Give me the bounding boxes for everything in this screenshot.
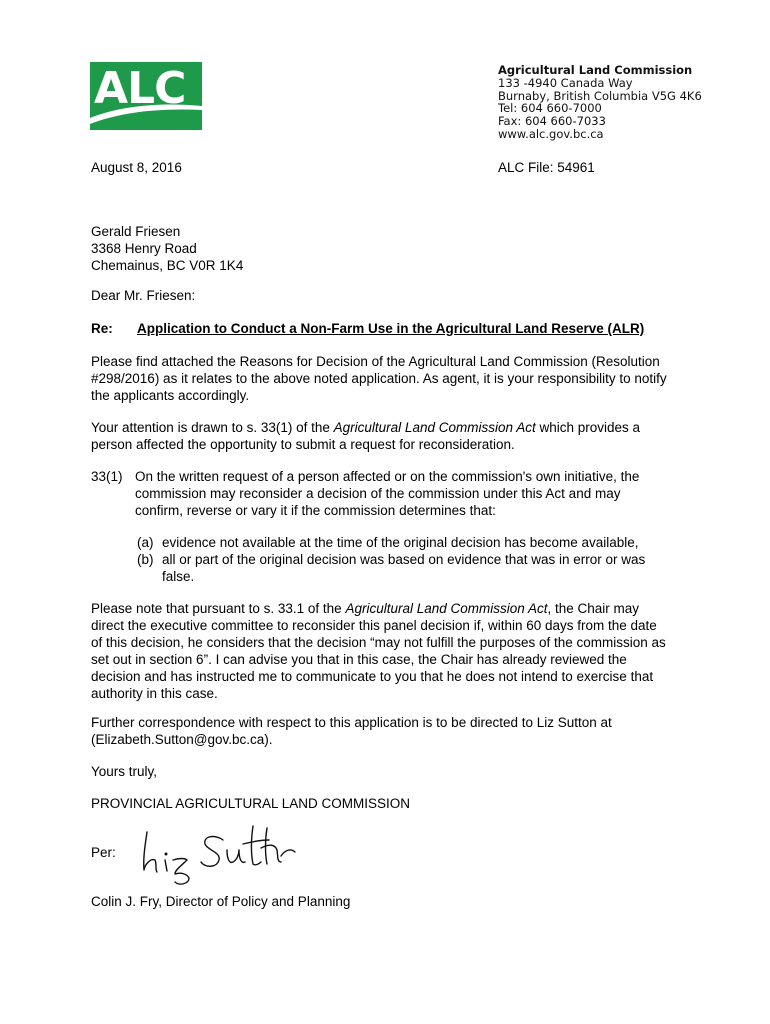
logo-text: ALC bbox=[94, 63, 186, 114]
re-subject: Application to Conduct a Non-Farm Use in the Agricultural Land Reserve (ALR) bbox=[137, 321, 645, 336]
recipient-name: Gerald Friesen bbox=[91, 224, 181, 239]
paragraph-reasons: Please find attached the Reasons for Decision of the Agricultural Land Commission (Resolution #298/2016) as it relates to the above noted application. As agent, it is your responsibility to notify the applicants accordingly. bbox=[91, 354, 667, 403]
file-reference: ALC File: 54961 bbox=[498, 160, 595, 175]
signer-name-title: Colin J. Fry, Director of Policy and Planning bbox=[91, 894, 351, 909]
section-item-label: (a) bbox=[137, 535, 154, 550]
per-label: Per: bbox=[91, 845, 116, 860]
recipient-city: Chemainus, BC V0R 1K4 bbox=[91, 258, 244, 273]
section-number: 33(1) bbox=[91, 469, 123, 484]
letterhead-address-line2: Burnaby, British Columbia V5G 4K6 bbox=[498, 88, 702, 103]
letterhead-website: www.alc.gov.bc.ca bbox=[498, 126, 604, 141]
closing: Yours truly, bbox=[91, 764, 158, 779]
letterhead-tel: Tel: 604 660-7000 bbox=[498, 101, 602, 116]
letterhead-address bbox=[498, 64, 702, 141]
letterhead-fax: Fax: 604 660-7033 bbox=[498, 114, 606, 129]
salutation: Dear Mr. Friesen: bbox=[91, 288, 196, 303]
section-item-text: evidence not available at the time of the original decision has become available, bbox=[162, 535, 639, 550]
act-name: Agricultural Land Commission Act bbox=[345, 601, 548, 616]
recipient-street: 3368 Henry Road bbox=[91, 241, 197, 256]
section-item-label: (b) bbox=[137, 552, 154, 567]
section-item-text: all or part of the original decision was based on evidence that was in error or was false. bbox=[162, 552, 646, 584]
handwritten-signature bbox=[135, 818, 305, 888]
section-text: On the written request of a person affected or on the commission's own initiative, the commission may reconsider a decision of the commission under this Act and may confirm, reverse or vary it if the commission determines that: bbox=[135, 469, 640, 518]
paragraph-text: which provides a person affected the opportunity to submit a request for reconsideration. bbox=[91, 420, 641, 452]
paragraph-text: Your attention is drawn to s. 33(1) of the bbox=[91, 420, 334, 435]
organization-signature: PROVINCIAL AGRICULTURAL LAND COMMISSION bbox=[91, 796, 411, 811]
act-name: Agricultural Land Commission Act bbox=[333, 420, 536, 435]
paragraph-reconsideration bbox=[91, 419, 671, 453]
alc-logo bbox=[90, 62, 202, 130]
recipient-address bbox=[91, 223, 243, 274]
letterhead-org-name: Agricultural Land Commission bbox=[498, 63, 693, 77]
paragraph-text: , the Chair may direct the executive committee to reconsider this panel decision if, within 60 days from the date of this decision, he considers that the decision “may not fulfill the purposes of the commission as set out in section 6”. I can advise you that in this case, the Chair has already reviewed the decision and has instructed me to communicate to you that he does not intend to exercise that authority in this case. bbox=[91, 601, 666, 701]
re-label: Re: bbox=[91, 321, 113, 336]
letter-date: August 8, 2016 bbox=[91, 160, 182, 175]
paragraph-correspondence: Further correspondence with respect to this application is to be directed to Liz Sutton at (Elizabeth.Sutton@gov.bc.ca). bbox=[91, 715, 612, 747]
paragraph-text: Please note that pursuant to s. 33.1 of the bbox=[91, 601, 346, 616]
letterhead-address-line1: 133 -4940 Canada Way bbox=[498, 75, 633, 90]
paragraph-chair-review bbox=[91, 600, 671, 702]
